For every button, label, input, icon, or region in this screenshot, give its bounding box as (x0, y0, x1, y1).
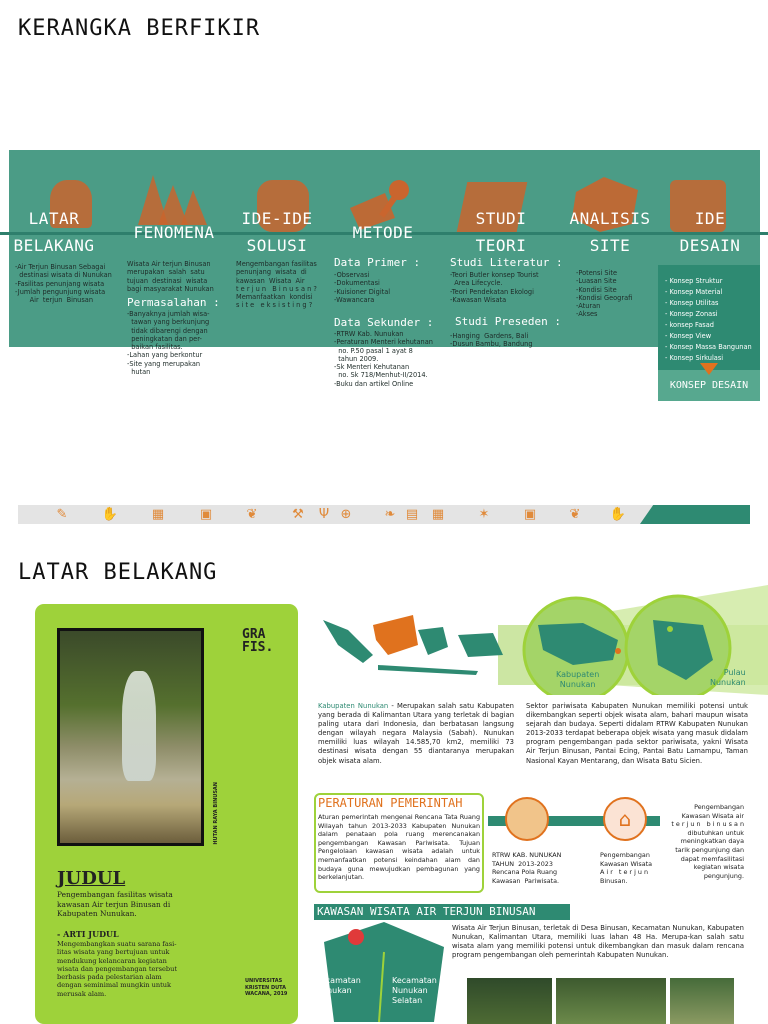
list-item: s i t e e k s i s t i n g ? (236, 301, 313, 310)
list-item: -Air Terjun Binusan Sebagai (15, 263, 106, 271)
list-item: -Banyaknya jumlah wisa- (127, 310, 210, 318)
list-item: -Potensi Site (576, 269, 617, 277)
list-item: -Teori Pendekatan Ekologi (450, 287, 534, 296)
site-photo-1 (467, 978, 552, 1024)
step-latar-belakang (12, 205, 96, 259)
kecamatan-nunukan-selatan: Kecamatan Nunukan Selatan (392, 976, 437, 1005)
list-item: -Jumlah pengunjung wisata (15, 287, 106, 296)
rtrw-text: RTRW KAB. NUNUKAN TAHUN 2013-2023 Rencana Pola Ruang Kawasan Pariwisata. (492, 851, 562, 885)
box-icon: ▤ (405, 507, 419, 522)
data-primer-heading: Data Primer : (334, 256, 421, 269)
list-item: merupakan salah satu (127, 268, 205, 277)
list-item: baikan fasilitas. (127, 343, 183, 352)
fork-icon: Ψ (318, 507, 330, 522)
step-label: TEORI (475, 236, 527, 255)
list-item: no. Sk 718/Menhut-II/2014. (334, 371, 428, 380)
grafis-logo: GRA FIS. (242, 627, 274, 655)
kabupaten-body: - Merupakan salah satu Kabupaten yang berada di Kalimantan Utara yang terletak di bagian paling utara dari Indonesia, dan berbatasan langsung dengan wilayah negara Malaysia (Sabah). Nunukan memiliki luas wilayah 14.585,70 km2, memiliki 73 destinasi wisata dengan 55 diantaranya merupakan objek wisata alam. (318, 702, 514, 765)
col-data-sekunder (334, 330, 449, 388)
list-item: -Peraturan Menteri kehutanan (334, 338, 433, 347)
kawasan-text: Wisata Air Terjun Binusan, terletak di Desa Binusan, Kecamatan Nunukan, Kabupaten Nunukan, Kalimantan Utara, memiliki luas lahan 48 Ha. Merupa-kan salah satu wisata alam yang memiliki potensi untuk dikembangkan dan masuk dalam rencana program pengembangan oleh pemerintah Kabupaten Nunukan. (452, 924, 744, 960)
step-label: IDE (694, 209, 726, 228)
col-solusi-text (236, 260, 332, 310)
list-item: - Konsep Massa Bangunan (665, 343, 752, 351)
list-item: hutan (127, 368, 151, 377)
list-item: - Konsep Sirkulasi (665, 354, 724, 362)
paragraph-sektor: Sektor pariwisata Kabupaten Nunukan memiliki potensi untuk dikembangkan seperti objek wisata alam, bahari maupun wisata sejarah dan budaya. Seperti didalam RTRW Kabupaten Nunukan 2013-2033 terdapat beberapa objek wisata yang masuk didalam program pengembangan pada sektor pariwisata, yakni Wisata Air Terjun Binusan, Pantai Ecing, Pantai Batu Lamampu, Taman Nasional Kayan Mentarang, dan Wisata Batu Sicien. (526, 702, 748, 765)
list-item: no. P.50 pasal 1 ayat 8 (334, 346, 413, 355)
list-item: destinasi wisata di Nunukan (15, 271, 112, 280)
pengembangan2-text: Pengembangan Kawasan Wisata air t e r j u n b i n u s a n dibutuhkan untuk meningkatkan daya tarik pengunjung dan dapat memfasilitasi kegiatan wisata pengunjung. (671, 803, 744, 880)
arti-text: Mengembangkan suatu sarana fasi-litas wisata yang bertujuan untuk mendukung kelancaran kegiatan wisata dan pengembangan tersebut berbasis pada pelestarian alam dengan seminimal mungkin untuk merusak alam. (57, 940, 177, 998)
list-item: t e r j u n B i n u s a n ? (236, 284, 317, 293)
list-item: -Fasilitas penunjang wisata (15, 279, 105, 288)
step-label: STUDI (475, 209, 527, 228)
waterfall-photo (57, 628, 204, 846)
tools-icon: ⚒ (292, 507, 304, 522)
list-item: tawan yang berkunjung (127, 318, 210, 327)
strip-accent (640, 505, 750, 524)
page-title: KERANGKA BERFIKIR (18, 16, 261, 41)
list-item: tidak dibarengi dengan (127, 326, 208, 335)
list-item: - Konsep Material (665, 288, 723, 296)
step-label: METODE (352, 223, 414, 242)
list-item: -Kuisioner Digital (334, 287, 391, 296)
step-label: FENOMENA (133, 223, 215, 242)
col-permasalahan-text (127, 310, 227, 376)
list-item: -Buku dan artikel Online (334, 379, 414, 388)
list-item: - Konsep Struktur (665, 277, 723, 285)
list-item: -Observasi (334, 271, 370, 279)
list-item: penunjang wisata di (236, 268, 307, 277)
document-icon (505, 797, 549, 841)
paragraph-kabupaten (318, 702, 514, 766)
bag2-icon: ▣ (523, 507, 537, 522)
step-analisis-site (562, 205, 658, 259)
pulau-label: Pulau Nunukan (710, 668, 746, 687)
kawasan-heading: KAWASAN WISATA AIR TERJUN BINUSAN (317, 905, 536, 918)
step-metode (338, 219, 428, 246)
globe-icon: ⊕ (340, 507, 352, 522)
step-ide-solusi (232, 205, 322, 259)
step-label: BELAKANG (13, 236, 95, 255)
arrow-down-icon (700, 363, 718, 377)
list-item: -Dokumentasi (334, 279, 380, 288)
list-item: peningkatan dan per- (127, 334, 202, 343)
map-icon: ▦ (151, 507, 165, 522)
list-item: -Aturan (576, 302, 601, 311)
list-item: - konsep Fasad (665, 321, 714, 329)
step-ide-desain (666, 205, 754, 259)
list-item: Memanfaatkan kondisi (236, 293, 313, 302)
list-item: kawasan Wisata Air (236, 276, 305, 285)
indonesia-map (318, 585, 768, 695)
photo-credit: HUTAN RAYA BINUSAN (213, 782, 219, 845)
col-studi-preseden (450, 332, 560, 349)
bag-icon: ▣ (199, 507, 213, 522)
step-studi-teori (458, 205, 544, 259)
list-item: -Kondisi Site (576, 285, 617, 294)
step-label: SITE (589, 236, 631, 255)
konsep-desain-label: KONSEP DESAIN (669, 380, 749, 391)
list-item: Mengembangan fasilitas (236, 260, 317, 268)
col-studi-literatur (450, 271, 560, 304)
plant-icon: ❦ (246, 507, 258, 522)
list-item: - Konsep View (665, 332, 712, 340)
list-item: Air terjun Binusan (15, 296, 94, 305)
list-item: -Hanging Gardens, Bali (450, 332, 529, 340)
kabupaten-label: Kabupaten Nunukan (556, 670, 600, 689)
col-data-primer (334, 271, 444, 304)
hand-icon: ✋ (101, 507, 119, 522)
list-item: Area Lifecycle. (450, 279, 503, 288)
leaf-icon: ❧ (384, 507, 396, 522)
map2-icon: ▦ (431, 507, 445, 522)
step-label: LATAR (28, 209, 80, 228)
university-label: UNIVERSITAS KRISTEN DUTA WACANA, 2019 (245, 978, 288, 997)
list-item: -Akses (576, 310, 598, 319)
site-photo-2 (556, 978, 666, 1024)
kabupaten-lead: Kabupaten Nunukan (318, 702, 389, 710)
studi-literatur-heading: Studi Literatur : (450, 256, 563, 269)
col-latar-text (15, 263, 123, 304)
studi-preseden-heading: Studi Preseden : (455, 315, 561, 328)
list-item: -Kawasan Wisata (450, 295, 507, 304)
list-item: -Lahan yang berkontur (127, 351, 203, 360)
list-item: -Site yang merupakan (127, 359, 201, 368)
judul-text: Pengembangan fasilitas wisata kawasan Air terjun Binusan di Kabupaten Nunukan. (57, 890, 173, 918)
list-item: tahun 2009. (334, 354, 379, 363)
step-fenomena (124, 219, 224, 246)
stars-icon: ✶ (478, 507, 490, 522)
step-label: DESAIN (679, 236, 741, 255)
site-photo-3 (670, 978, 734, 1024)
list-item: -Luasan Site (576, 277, 617, 286)
list-item: - Konsep Zonasi (665, 310, 718, 318)
step-label: IDE-IDE (241, 209, 313, 228)
book-icon: ✎ (56, 507, 68, 522)
col-analisis-site (576, 269, 656, 319)
list-item: -Sk Menteri Kehutanan (334, 363, 410, 372)
judul-heading: JUDUL (57, 868, 126, 889)
kecamatan-nunukan: Kecamatan Nunukan (316, 976, 361, 995)
data-sekunder-heading: Data Sekunder : (334, 316, 434, 329)
list-item: -Kondisi Geografi (576, 293, 633, 302)
arti-heading: - ARTI JUDUL (57, 929, 119, 939)
list-item: tujuan destinasi wisata (127, 276, 208, 285)
section-title: LATAR BELAKANG (18, 560, 218, 585)
peraturan-heading: PERATURAN PEMERINTAH (318, 796, 463, 810)
list-item: -Wawancara (334, 295, 375, 304)
house-icon: ⌂ (603, 797, 647, 841)
hand2-icon: ✋ (609, 507, 627, 522)
list-item: -Dusun Bambu, Bandung (450, 340, 533, 349)
list-item: Wisata Air terjun Binusan (127, 260, 211, 268)
permasalahan-heading: Permasalahan : (127, 296, 220, 309)
pengembangan-text: Pengembangan Kawasan Wisata A i r t e r j u n Binusan. (600, 851, 653, 885)
list-item: -RTRW Kab. Nunukan (334, 330, 404, 338)
step-label: SOLUSI (246, 236, 308, 255)
list-item: - Konsep Utilitas (665, 299, 719, 307)
step-label: ANALISIS (569, 209, 651, 228)
konsep-list (665, 276, 760, 364)
peraturan-text: Aturan pemerintah mengenai Rencana Tata Ruang Wilayah tahun 2013-2033 Kabupaten Nunukan dalam penataan pola ruang merencanakan pengembangan Kawasan Pariwisata. Tujuan Pengelolaan kawasan wisata adalah untuk memanfaatkan potensi keindahan alam dan budaya guna mewujudkan pembagunan yang berkelanjutan. (318, 813, 480, 882)
col-fenomena-text (127, 260, 227, 293)
plant2-icon: ❦ (569, 507, 581, 522)
list-item: -Teori Butler konsep Tourist (450, 271, 539, 279)
list-item: bagi masyarakat Nunukan (127, 284, 214, 293)
kawasan-map (314, 922, 454, 1024)
